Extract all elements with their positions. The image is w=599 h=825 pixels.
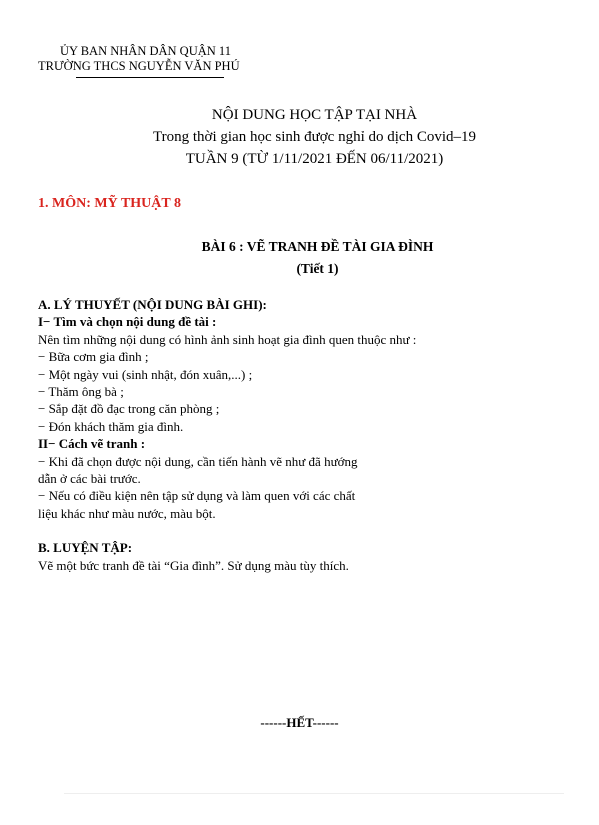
title-line-1: NỘI DUNG HỌC TẬP TẠI NHÀ — [211, 107, 418, 123]
part2-line: − Nếu có điều kiện nên tập sử dụng và làm quen với các chất — [38, 488, 356, 504]
title-line-2: Trong thời gian học sinh được nghỉ do dịch Covid–19 — [152, 129, 477, 145]
part2-heading: II− Cách vẽ tranh : — [38, 436, 146, 452]
practice-heading: B. LUYỆN TẬP: — [38, 540, 133, 556]
theory-heading: A. LÝ THUYẾT (NỘI DUNG BÀI GHI): — [38, 297, 267, 312]
header-org: ỦY BAN NHÂN DÂN QUẬN 11 — [60, 44, 231, 58]
part1-heading: I− Tìm và chọn nội dung đề tài : — [38, 314, 217, 330]
list-item: − Thăm ông bà ; — [38, 384, 124, 400]
document-title — [0, 104, 599, 170]
header-underline — [76, 77, 224, 78]
lesson-title: BÀI 6 : VẼ TRANH ĐỀ TÀI GIA ĐÌNH — [201, 239, 434, 254]
part2-line: liệu khác như màu nước, màu bột. — [38, 505, 216, 521]
part1-intro: Nên tìm những nội dung có hình ảnh sinh hoạt gia đình quen thuộc như : — [38, 331, 417, 347]
list-item: − Một ngày vui (sinh nhật, đón xuân,...) ; — [38, 366, 253, 382]
lesson-content — [38, 296, 416, 574]
document-header — [38, 44, 240, 74]
part2-line: dẫn ở các bài trước. — [38, 471, 141, 487]
lesson-period: (Tiết 1) — [296, 261, 339, 276]
end-mark: ------HẾT------ — [260, 715, 339, 730]
practice-text: Vẽ một bức tranh đề tài “Gia đình”. Sử dụng màu tùy thích. — [38, 557, 349, 573]
list-item: − Bữa cơm gia đình ; — [38, 349, 149, 365]
footer-divider — [64, 793, 564, 794]
part2-line: − Khi đã chọn được nội dung, cần tiến hành vẽ như đã hướng — [38, 453, 358, 469]
list-item: − Đón khách thăm gia đình. — [38, 418, 184, 434]
lesson-title-block — [0, 236, 599, 280]
section-spacer — [38, 522, 416, 539]
subject-heading: 1. MÔN: MỸ THUẬT 8 — [38, 196, 181, 211]
header-school: TRƯỜNG THCS NGUYỄN VĂN PHÚ — [38, 59, 240, 73]
title-line-3: TUẦN 9 (TỪ 1/11/2021 ĐẾN 06/11/2021) — [185, 151, 444, 167]
list-item: − Sắp đặt đồ đạc trong căn phòng ; — [38, 401, 220, 417]
